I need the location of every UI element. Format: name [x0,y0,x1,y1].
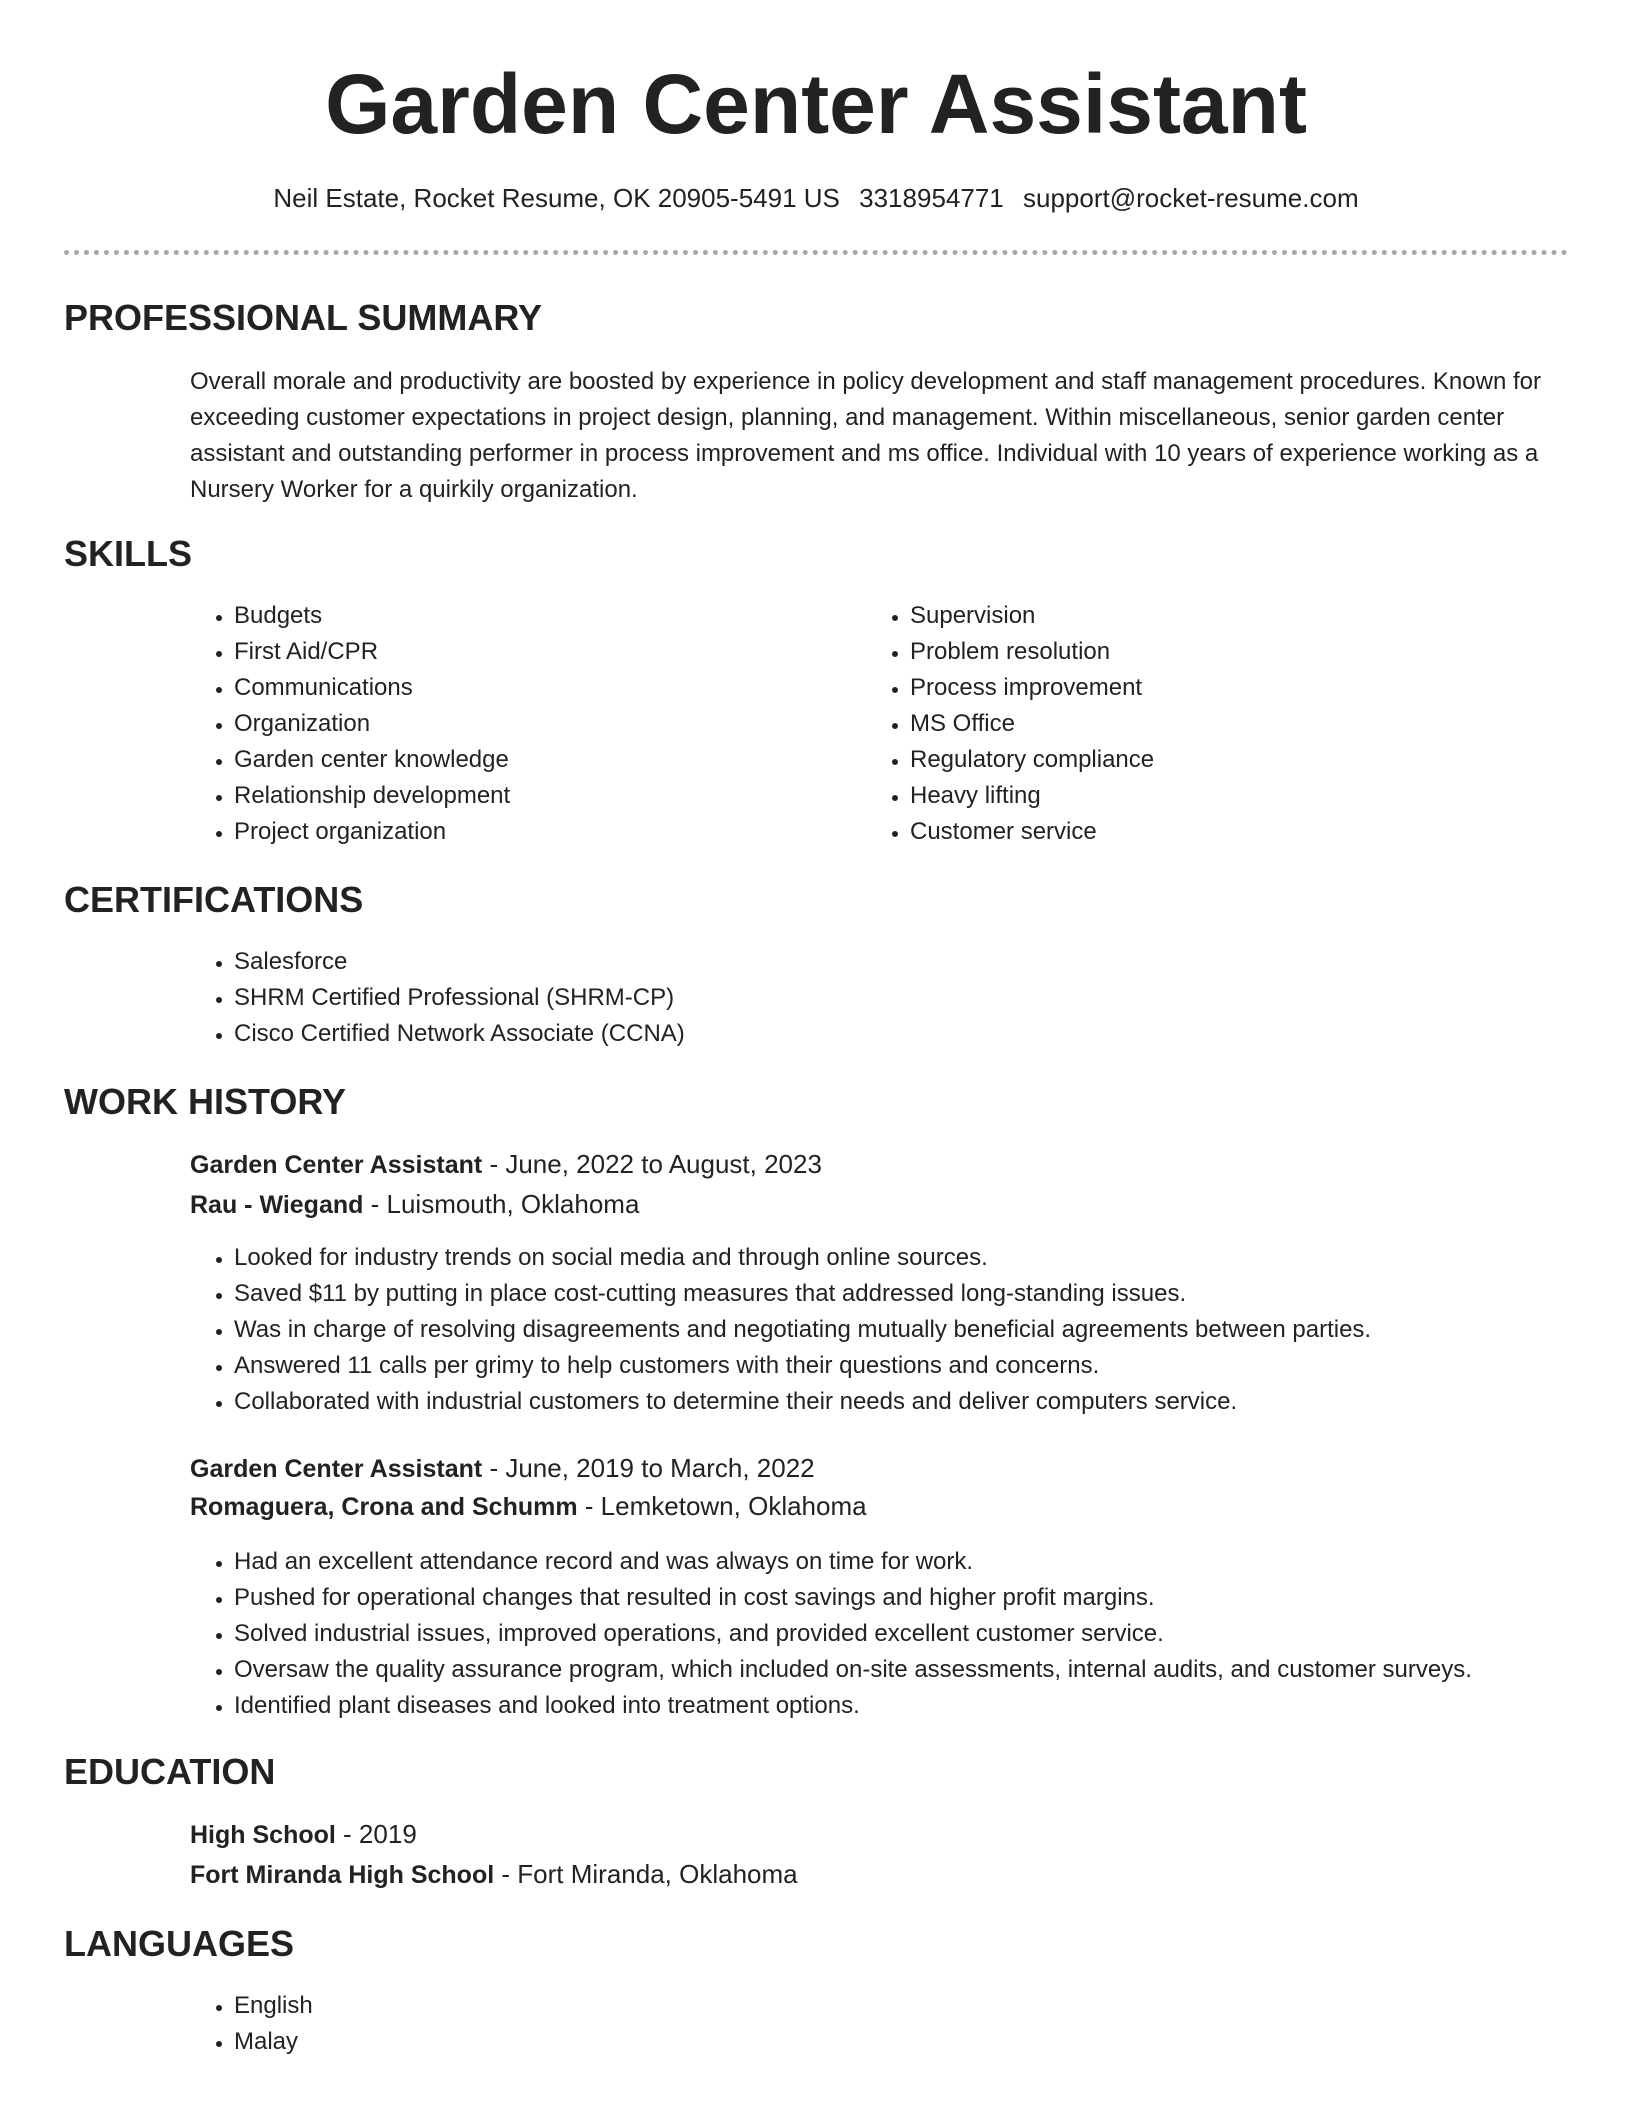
job-dates: - June, 2022 to August, 2023 [482,1149,822,1179]
list-item: • Regulatory compliance [910,742,1510,778]
certifications-heading: CERTIFICATIONS [64,879,364,920]
list-item: • Looked for industry trends on social media and through online sources. [234,1240,1632,1276]
list-item: • Customer service [910,814,1510,850]
education-heading: EDUCATION [64,1751,276,1792]
list-item: • Project organization [234,814,834,850]
list-item: • Heavy lifting [910,778,1510,814]
list-item: • First Aid/CPR [234,634,834,670]
list-item: • Was in charge of resolving disagreements and negotiating mutually beneficial agreements between parties. [234,1312,1632,1348]
list-item: • Relationship development [234,778,834,814]
list-item: • Had an excellent attendance record and was always on time for work. [234,1544,1632,1580]
job-bullets [190,1544,1632,1724]
job-title-line [190,1146,822,1183]
list-item: • Problem resolution [910,634,1510,670]
languages-list [190,1988,834,2060]
skills-heading: SKILLS [64,533,193,574]
candidate-name: Garden Center Assistant [325,57,1307,151]
skills-list-left [190,598,834,850]
education-degree: High School [190,1821,336,1849]
list-item: • Salesforce [234,944,1434,980]
contact-address: Neil Estate, Rocket Resume, OK 20905-5491 US [273,183,840,213]
job-company-line [190,1488,867,1525]
header-divider [64,250,1568,255]
skills-list-right [866,598,1510,850]
education-location: - Fort Miranda, Oklahoma [494,1859,798,1889]
job-company-line [190,1186,639,1223]
list-item: • Answered 11 calls per grimy to help customers with their questions and concerns. [234,1348,1632,1384]
job-role: Garden Center Assistant [190,1455,483,1483]
list-item: • English [234,1988,834,2024]
list-item: • Pushed for operational changes that resulted in cost savings and higher profit margins. [234,1580,1632,1616]
contact-line [0,180,1632,216]
list-item: • SHRM Certified Professional (SHRM-CP) [234,980,1434,1016]
job-location: - Luismouth, Oklahoma [363,1189,640,1219]
summary-heading: PROFESSIONAL SUMMARY [64,297,543,338]
list-item: • Process improvement [910,670,1510,706]
contact-phone: 3318954771 [859,183,1004,213]
job-role: Garden Center Assistant [190,1151,483,1179]
job-company: Rau - Wiegand [190,1191,364,1219]
education-school-line [190,1856,798,1893]
list-item: • Collaborated with industrial customers to determine their needs and deliver computers service. [234,1384,1632,1420]
languages-heading: LANGUAGES [64,1923,295,1964]
job-location: - Lemketown, Oklahoma [577,1491,867,1521]
list-item: • Saved $11 by putting in place cost-cutting measures that addressed long-standing issues. [234,1276,1632,1312]
job-company: Romaguera, Crona and Schumm [190,1493,578,1521]
job-title-line [190,1450,815,1487]
list-item: • Garden center knowledge [234,742,834,778]
list-item: • Cisco Certified Network Associate (CCNA) [234,1016,1434,1052]
certifications-list [190,944,1434,1052]
list-item: • Malay [234,2024,834,2060]
job-dates: - June, 2019 to March, 2022 [482,1453,815,1483]
list-item: • Solved industrial issues, improved operations, and provided excellent customer service. [234,1616,1632,1652]
summary-text: Overall morale and productivity are boosted by experience in policy development and staff management procedures. Known for exceeding customer expectations in project design, planning, and management. Within miscellaneous, senior garden center assistant and outstanding performer in process improvement and ms office. Individual with 10 years of experience working as a Nursery Worker for a quirkily organization. [190,368,1541,503]
list-item: • Identified plant diseases and looked into treatment options. [234,1688,1632,1724]
list-item: • Organization [234,706,834,742]
list-item: • MS Office [910,706,1510,742]
list-item: • Communications [234,670,834,706]
list-item: • Budgets [234,598,834,634]
work-history-heading: WORK HISTORY [64,1081,347,1122]
contact-email: support@rocket-resume.com [1022,183,1359,213]
list-item: • Oversaw the quality assurance program, which included on-site assessments, internal audits, and customer surveys. [234,1652,1632,1688]
education-degree-line [190,1816,417,1853]
job-bullets [190,1240,1632,1420]
list-item: • Supervision [910,598,1510,634]
education-year: - 2019 [335,1819,417,1849]
education-school: Fort Miranda High School [190,1861,495,1889]
